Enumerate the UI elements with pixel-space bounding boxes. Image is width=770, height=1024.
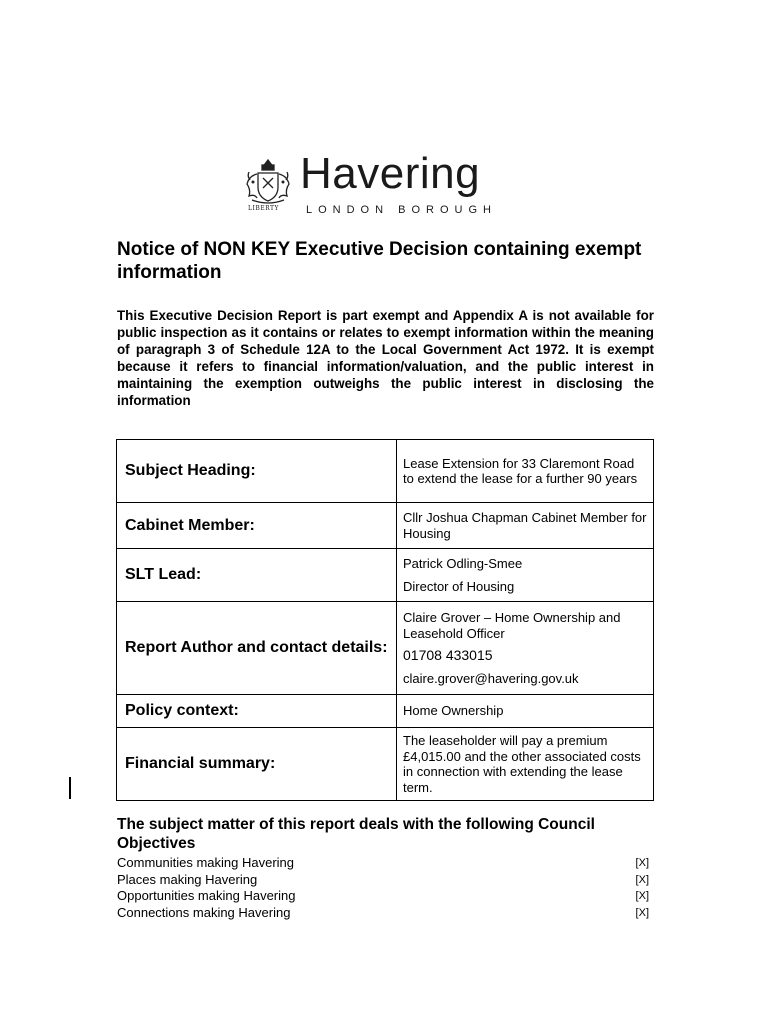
table-row <box>117 728 654 801</box>
slt-lead-label: SLT Lead: <box>117 549 397 602</box>
objective-label: Communities making Havering <box>117 855 295 870</box>
table-row <box>117 695 654 728</box>
slt-lead-name: Patrick Odling-Smee <box>403 556 523 571</box>
crest-motto: LIBERTY <box>248 205 280 212</box>
logo-subtitle: LONDON BOROUGH <box>306 204 497 216</box>
table-row <box>117 549 654 602</box>
list-item <box>117 855 649 872</box>
report-author-name: Claire Grover – Home Ownership and Leasehold Officer <box>403 610 621 641</box>
exemption-notice: This Executive Decision Report is part exempt and Appendix A is not available for public inspection as it contains or relates to exempt information within the meaning of paragraph 3 of Schedule 12A to the Local Government Act 1972. It is exempt because it refers to financial information/valuation, and the public interest in maintaining the exemption outweighs the public interest in disclosing the information <box>117 308 654 408</box>
objectives-list <box>117 855 649 921</box>
list-item <box>117 872 649 889</box>
subject-heading-label: Subject Heading: <box>117 440 397 503</box>
financial-summary-value: The leaseholder will pay a premium £4,015.00 and the other associated costs in connection with extending the lease term. <box>397 728 654 801</box>
list-item <box>117 888 649 905</box>
table-row <box>117 503 654 549</box>
objective-label: Connections making Havering <box>117 904 291 920</box>
slt-lead-value <box>397 549 654 602</box>
havering-logo <box>244 149 524 218</box>
report-author-label: Report Author and contact details: <box>117 602 397 695</box>
objective-checkbox: [X] <box>635 857 649 869</box>
slt-lead-role: Director of Housing <box>403 578 515 594</box>
objective-label: Opportunities making Havering <box>117 888 296 903</box>
logo-wordmark: Havering <box>300 149 481 198</box>
report-author-email: claire.grover@havering.gov.uk <box>403 670 579 686</box>
decision-details-table <box>116 439 654 801</box>
report-author-phone: 01708 433015 <box>403 647 493 663</box>
list-item <box>117 905 649 922</box>
subject-heading-value: Lease Extension for 33 Claremont Road to extend the lease for a further 90 years <box>397 440 654 503</box>
objective-checkbox: [X] <box>635 906 649 919</box>
objective-label: Places making Havering <box>117 871 258 887</box>
document-title: Notice of NON KEY Executive Decision containing exempt information <box>117 239 642 283</box>
policy-context-label: Policy context: <box>117 695 397 728</box>
text-cursor <box>69 777 71 799</box>
cabinet-member-label: Cabinet Member: <box>117 503 397 549</box>
objective-checkbox: [X] <box>635 873 649 886</box>
cabinet-member-value: Cllr Joshua Chapman Cabinet Member for Housing <box>397 503 654 549</box>
policy-context-value: Home Ownership <box>397 695 654 728</box>
table-row <box>117 440 654 503</box>
objectives-heading: The subject matter of this report deals with the following Council Objectives <box>117 816 595 852</box>
financial-summary-label: Financial summary: <box>117 728 397 801</box>
objective-checkbox: [X] <box>635 890 649 902</box>
report-author-value <box>397 602 654 695</box>
table-row <box>117 602 654 695</box>
